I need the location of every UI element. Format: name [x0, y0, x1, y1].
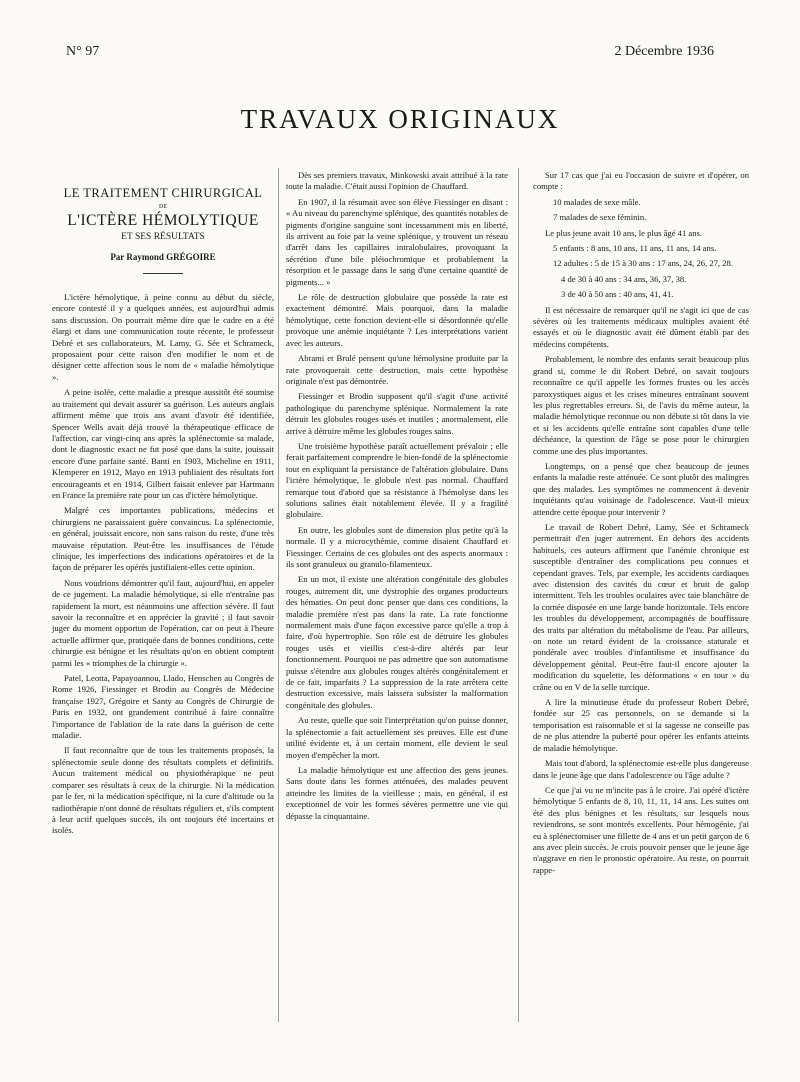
paragraph: Patel, Leotta, Papayoannou, Llado, Henschen au Congrès de Rome 1926, Fiessinger et Brodin au Congrès de Médecine française 1927, Grégoire et Santy au Congrès de Chirurgie de Paris en 1932, ont grandement contribué à faire connaître l'importance de l'ablation de la rate dans la guérison de cette maladie. [52, 673, 274, 741]
title-rule [143, 273, 183, 274]
article-title-line1: LE TRAITEMENT CHIRURGICAL [63, 186, 263, 200]
paragraph: Sur 17 cas que j'ai eu l'occasion de suivre et d'opérer, on compte : [533, 170, 749, 192]
column-divider [518, 168, 519, 1022]
paragraph: Une troisième hypothèse paraît actuellement prévaloir ; elle ferait parfaitement comprendre le bien-fondé de la splénectomie tout en expliquant la persistance de l'altération globulaire. Dans l'ictère hémolytique, le globule n'est pas normal. Chauffard remarque tout d'abord que sa résistance à l'hémolyse dans les solutions salines était notablement élevée. Il y a fragilité globulaire. [286, 440, 508, 520]
article-title-de: DE [159, 204, 167, 211]
article-title-line2: L'ICTÈRE HÉMOLYTIQUE [67, 211, 259, 229]
issue-number: N° 97 [66, 44, 100, 59]
paragraph: Il est nécessaire de remarquer qu'il ne s'agit ici que de cas sévères où les traitements médicaux multiples avaient été essayés et où le diagnostic avait été dûment établi par des médecins compétents. [533, 304, 749, 349]
paragraph: Abrami et Brulé pensent qu'une hémolysine produite par la rate provoquerait cette destruction, mais cette hypothèse originale n'est pas démontrée. [286, 353, 508, 386]
column-divider [278, 168, 279, 1022]
paragraph: En un mot, il existe une altération congénitale des globules rouges, autrement dit, une dystrophie des organes producteurs des hématies. On peut donc penser que dans ces conditions, la maladie première n'est pas dans la rate. La rate fonctionne normalement mais d'une façon excessive parce qu'elle a trop à faire, d'où hypertrophie. Son rôle est de détruire les globules rouges usés et vieillis c'est-à-dire altérés par leur fonctionnement. Pourquoi ne pas admettre que son automatisme puisse s'étendre aux globules rouges altérés congénitalement et de ce fait, imparfaits ? La suppression de la rate arrêtera cette destruction excessive, mais laissera subsister la malformation congénitale des globules. [286, 574, 508, 710]
paragraph: La maladie hémolytique est une affection des gens jeunes. Sans doute dans les formes atténuées, des malades peuvent atteindre les limites de la vieillesse ; mais, en général, il est exceptionnel de voir les formes sévères permettre une vie qui dépasse la cinquantaine. [286, 764, 508, 821]
paragraph: Mais tout d'abord, la splénectomie est-elle plus dangereuse dans le jeune âge que dans l'adolescence ou l'âge adulte ? [533, 758, 749, 780]
paragraph: Le rôle de destruction globulaire que possède la rate est exactement démontré. Mais pourquoi, dans la maladie hémolytique, cette fonction devient-elle si désordonnée qu'elle provoque une anémie inquiétante ? Les interprétations varient avec les auteurs. [286, 292, 508, 348]
paragraph: Fiessinger et Brodin supposent qu'il s'agit d'une activité pathologique du parenchyme splénique. Normalement la rate détruit les globules rouges usés et inutiles ; anormalement, elle arrive à détruire même les globules rouges sains. [286, 391, 508, 436]
paragraph: A peine isolée, cette maladie a presque aussitôt été soumise au traitement qui devait assurer sa guérison. Les auteurs anglais affirment même que trois ans avant d'avoir été identifiée, Spencer Wells avait déjà trouvé la thérapeutique efficace de l'affection, car vingt-cinq ans après la splénectomie sa malade, dont le diagnostic exact ne fut posé que dans la suite, jouissait encore d'une parfaite santé. Banti en 1903, Micheline en 1911, Klemperer en 1912, Mayo en 1913 publiaient des résultats fort encourageants et en 1914, Gilbert faisait enlever par Hartmann en France la première rate pour un cas d'ictère hémolytique. [52, 387, 274, 500]
paragraph: Au reste, quelle que soit l'interprétation qu'on puisse donner, la splénectomie a fait actuellement ses preuves. Elle est d'une utilité évidente et, à un certain moment, elle devient le seul moyen d'empêcher la mort. [286, 715, 508, 760]
stat-line: 10 malades de sexe mâle. [553, 196, 641, 207]
paragraph: Longtemps, on a pensé que chez beaucoup de jeunes enfants la maladie reste atténuée. Ce sont plutôt des malingres que des malades. Les symptômes ne commencent à devenir inquiétants qu'au voisinage de l'adolescence. Vaut-il mieux attendre cette époque pour intervenir ? [533, 460, 749, 517]
stat-line: 3 de 40 à 50 ans : 40 ans, 41, 41. [561, 289, 674, 300]
stat-line: 7 malades de sexe féminin. [553, 212, 647, 223]
stat-line: 5 enfants : 8 ans, 10 ans, 11 ans, 11 ans, 14 ans. [553, 243, 717, 254]
paragraph: Ce que j'ai vu ne m'incite pas à le croire. J'ai opéré d'ictère hémolytique 5 enfants de 8, 10, 11, 11, 14 ans. Les suites ont été des plus bénignes et les résultats, sur lesquels nous reviendrons, se sont montrés excellents. Pour hémogénie, j'ai eu à splénectomiser une fillette de 4 ans et un petit garçon de 6 ans avec plein succès. Je crois pouvoir penser que le jeune âge n'aggrave en rien le pronostic opératoire. Au reste, on pourrait rappe- [533, 784, 749, 875]
paragraph: L'ictère hémolytique, à peine connu au début du siècle, encore contesté il y a quelques années, est aujourd'hui admis sans discussion. On pourrait même dire que le cadre en a été élargi et dans une communication toute récente, le professeur Debré et ses collaborateurs, M. Lamy, G. Sée et Schrameck, proposaient pour cette raison d'en modifier le nom et de désigner cette affection sous le nom de « maladie hémolytique ». [52, 292, 274, 382]
article-title-line3: ET SES RÉSULTATS [121, 232, 205, 243]
paragraph: Dès ses premiers travaux, Minkowski avait attribué à la rate toute la maladie. C'était aussi l'opinion de Chauffard. [286, 170, 508, 192]
paragraph: Il faut reconnaître que de tous les traitements proposés, la splénectomie seule donne des résultats complets et définitifs. Aucun traitement médical ou physiothérapique ne peut comparer ses résultats à ceux de la chirurgie. Ni la médication par le fer, ni la médication spécifique, ni la cure d'altitude ou la radiothérapie n'ont donné de résultats réguliers et, s'ils comptent à leur actif quelques succès, ils ont toujours été incertains et isolés. [52, 745, 274, 836]
column-2 [286, 170, 508, 826]
paragraph: Le plus jeune avait 10 ans, le plus âgé 41 ans. [545, 227, 703, 238]
column-1 [52, 170, 274, 841]
section-title: TRAVAUX ORIGINAUX [240, 104, 560, 134]
paragraph: A lire la minutieuse étude du professeur Robert Debré, fondée sur 25 cas personnels, on se demande si la temporisation est raisonnable et si la sagesse ne conseille pas de ne plus attendre la puberté pour opérer les enfants atteints de maladie hémolytique. [533, 697, 749, 753]
paragraph: Le travail de Robert Debré, Lamy, Sée et Schrameck permettrait d'en juger autrement. En dehors des accidents habituels, ces auteurs affirment que l'anémie chronique est susceptible d'entraîner des complications peu connues et cependant graves. Tels, par exemple, les accidents cardiaques avec distension des cavités du cœur et bruit de galop intermittent. Tels les troubles oculaires avec taie blanchâtre de la cornée disposée en une large bande horizontale. Tels encore les troubles du développement, accompagnés de bouffissure des traits par altération du métabolisme de l'eau. Par ailleurs, on note un retard évident de la croissance staturale et pondérale avec troubles d'infantilisme et insuffisance du développement génital. Peut-être faut-il encore ajouter la modification du squelette, les déformations « en tour » du crâne ou en V de la selle turcique. [533, 521, 749, 692]
paragraph: Probablement, le nombre des enfants serait beaucoup plus grand si, comme le dit Robert Debré, on savait toujours reconnaître ce qu'il appelle les formes frustes ou les accès paroxystiques aigus et les crises mineures entraînant souvent les plus regrettables erreurs. Si, de l'avis du même auteur, la maladie hémolytique reconnue ou non débute si tôt dans la vie et si les accidents qu'elle entraîne sont capables d'une telle déchéance, la question de l'âge se pose pour le chirurgien comme une des plus importantes. [533, 354, 749, 456]
issue-date: 2 Décembre 1936 [614, 44, 714, 59]
stat-line: 4 de 30 à 40 ans : 34 ans, 36, 37, 38. [561, 273, 687, 284]
paragraph: En 1907, il la résumait avec son élève Fiessinger en disant : « Au niveau du parenchyme splénique, des quantités notables de pigments d'origine sanguine sont incessamment mis en liberté, ils arrivent au foie par la veine splénique, y trouvent un réseau d'arrêt dans les capillaires intralobulaires, provoquant la sécrétion d'une bile pléiochromique et probablement la résorption et le passage dans le sang d'une certaine quantité de pigments... » [286, 196, 508, 287]
paragraph: Nous voudrions démontrer qu'il faut, aujourd'hui, en appeler de ce jugement. La maladie hémolytique, si elle n'entraîne pas rapidement la mort, est néanmoins une affection sévère. Il faut savoir la reconnaître et en apprécier la gravité ; il faut savoir juger du moment opportun de l'opération, car on peut à l'heure actuelle affirmer que, pratiquée dans de bonnes conditions, cette chirurgie est bénigne et les résultats qu'on en obtient comptent parmi les « triomphes de la chirurgie ». [52, 577, 274, 668]
article-author: Par Raymond GRÉGOIRE [110, 251, 216, 262]
paragraph: Malgré ces importantes publications, médecins et chirurgiens ne paraissaient guère convaincus. La splénectomie, en général, jouissait encore, non sans raison du reste, d'une très mauvaise réputation. Peut-être les insuffisances de l'étude clinique, les imperfections des indications opératoires et de la façon de préparer les opérés justifiaient-elles cette opinion. [52, 505, 274, 573]
stat-line: 12 adultes : 5 de 15 à 30 ans : 17 ans, 24, 26, 27, 28. [553, 258, 733, 269]
paragraph: En outre, les globules sont de dimension plus petite qu'à la normale. Il y a microcythémie, comme disaient Chauffard et Fiessinger. Certains de ces globules ont des aspects anormaux : ils sont granuleux ou granulo-filamenteux. [286, 524, 508, 569]
column-3 [533, 170, 749, 880]
